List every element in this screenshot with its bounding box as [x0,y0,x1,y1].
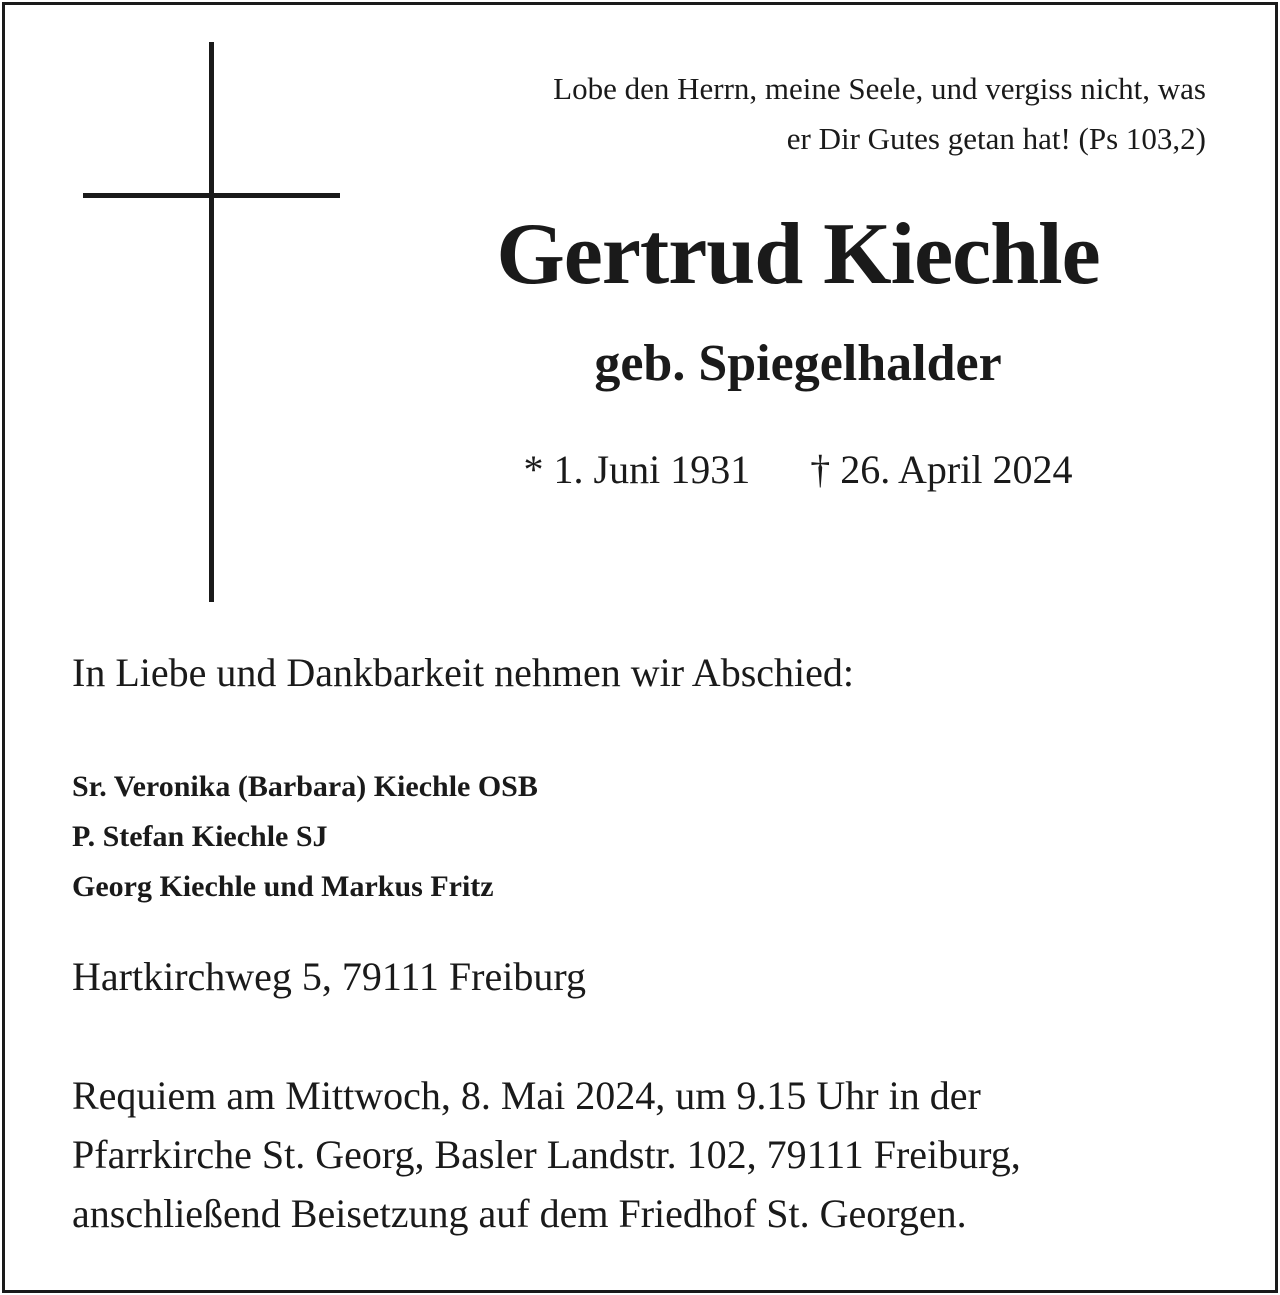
service-line-3: anschließend Beisetzung auf dem Friedhof St. Georgen. [72,1191,967,1236]
service-line-1: Requiem am Mittwoch, 8. Mai 2024, um 9.15 Uhr in der [72,1073,981,1118]
mourners-list [72,762,538,912]
mourner-item: Georg Kiechle und Markus Fritz [72,870,494,903]
bible-verse-line-1: Lobe den Herrn, meine Seele, und vergiss nicht, was [553,71,1206,106]
bible-verse-line-2: er Dir Gutes getan hat! (Ps 103,2) [786,121,1206,156]
cross-vertical-bar [209,42,214,602]
birth-date: * 1. Juni 1931 [523,447,751,492]
mourner-item: Sr. Veronika (Barbara) Kiechle OSB [72,770,538,803]
farewell-text: In Liebe und Dankbarkeit nehmen wir Abschied: [72,650,854,695]
cross-horizontal-bar [83,193,340,198]
life-dates [398,444,1198,496]
service-details [72,1066,1232,1243]
death-date: † 26. April 2024 [810,447,1073,492]
service-line-2: Pfarrkirche St. Georg, Basler Landstr. 102, 79111 Freiburg, [72,1132,1021,1177]
mourner-item: P. Stefan Kiechle SJ [72,820,328,853]
deceased-name: Gertrud Kiechle [496,206,1100,303]
family-address: Hartkirchweg 5, 79111 Freiburg [72,954,586,999]
bible-verse [386,64,1206,164]
maiden-name: geb. Spiegelhalder [594,335,1002,392]
